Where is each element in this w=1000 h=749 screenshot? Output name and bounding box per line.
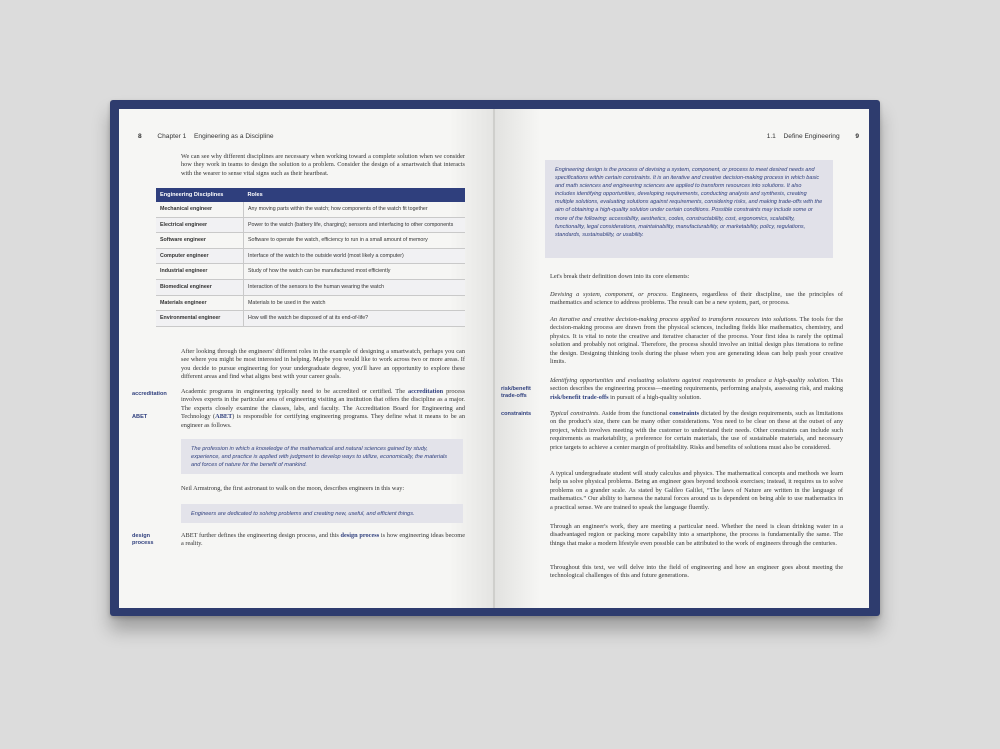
margin-term-risk-benefit: risk/benefit trade-offs <box>501 386 531 399</box>
table-cell-discipline: Software engineer <box>156 233 244 249</box>
table-cell-role: Power to the watch (battery life, charging); sensors and interfacing to other components <box>244 217 466 233</box>
design-process-paragraph <box>181 532 465 549</box>
chapter-label: Chapter 1 <box>157 133 187 140</box>
table-cell-role: Software to operate the watch, efficiency to run in a small amount of memory <box>244 233 466 249</box>
table-row <box>156 233 465 249</box>
armstrong-intro: Neil Armstrong, the first astronaut to walk on the moon, describes engineers in this way: <box>181 485 405 492</box>
text-run: ABET further defines the engineering design process, and this <box>181 532 341 539</box>
intro-paragraph: We can see why different disciplines are necessary when working toward a complete solution when we consider how they work in teams to design the solution to a problem. Consider the design of a smartwatch that interacts with the wearer to sense vital signs such as their heartbeat. <box>181 153 465 177</box>
table-header-row <box>156 188 465 202</box>
keyword-risk-benefit: risk/benefit trade-offs <box>550 393 609 401</box>
section-number: 1.1 <box>766 133 776 140</box>
text-run: dictated by the design requirements, such as limitations on the product's size, there can be many other considerations. You need to be clear on these at the outset of any project, which involves meeting with the customer to understand their needs. Other constraints can include such requirements as marketability, a preference for certain materials, the use of sustainable materials, and necessary price targets to achieve a center margin of profitability. Risks and benefits of solutions must also be considered. <box>550 410 843 451</box>
table-header-disciplines: Engineering Disciplines <box>156 188 244 202</box>
table-cell-discipline: Materials engineer <box>156 295 244 311</box>
lead-typical: Typical constraints. <box>550 410 600 417</box>
margin-term-abet: ABET <box>132 414 148 420</box>
table-cell-role: Study of how the watch can be manufactured most efficiently <box>244 264 466 280</box>
table-cell-role: Materials to be used in the watch <box>244 295 466 311</box>
lead-iterative: An iterative and creative decision-making process applied to transform resources into solutions. <box>550 316 798 323</box>
table-cell-discipline: Industrial engineer <box>156 264 244 280</box>
table-row <box>156 217 465 233</box>
left-page <box>119 109 494 608</box>
text-run: process involves experts in the particular area of engineering visiting an institution that offers the discipline as a major. The experts closely examine the classes, labs, and faculty. The Accreditation Board for Engineering and Technology ( <box>181 388 465 421</box>
table-row <box>156 279 465 295</box>
text-run: Academic programs in engineering typically need to be accredited or certified. The <box>181 388 408 395</box>
table-row <box>156 248 465 264</box>
table-row <box>156 202 465 217</box>
lead-devising: Devising a system, component, or process. <box>550 291 668 298</box>
keyword-design-process: design process <box>340 532 380 539</box>
text-run: This section describes the engineering process—meeting requirements, performing analysis, assessing risk, and making <box>550 377 843 393</box>
calculus-paragraph: A typical undergraduate student will study calculus and physics. The mathematical concepts and methods we learn help us solve physical problems. Being an engineer goes beyond textbook exercises; instead, it requires us to solve problems on a grander scale. As stated by Galileo Galilei, “The laws of Nature are written in the language of mathematics.” Our ability to harness the natural forces around us is dependent on being able to use mathematics in a practical sense. We are trained to speak the language fluently. <box>550 470 843 511</box>
text-run: ) is responsible for certifying engineering programs. They define what it means to be an engineer as follows. <box>181 413 465 429</box>
lead-identifying: Identifying opportunities and evaluating solutions against requirements to produce a high-quality solution. <box>550 377 830 384</box>
text-run: Aside from the functional <box>599 410 670 417</box>
margin-term-constraints: constraints <box>501 411 532 417</box>
section-title: Define Engineering <box>783 133 840 140</box>
roles-paragraph: After looking through the engineers' different roles in the example of designing a smartwatch, perhaps you can see where you might be most interested in helping. Maybe you would like to work across two or more areas. If you decide to pursue engineering for your undergraduate degree, you'll have an opportunity to explore these different areas and find what aligns best with your career goals. <box>181 348 465 381</box>
left-running-head <box>138 133 274 140</box>
text-run: The tools for the decision-making process are drawn from the physical sciences, including fields like mathematics, chemistry, and physics. It is vital to note the creative and iterative character of the process. Your first idea is rarely the optimal solution and probably not original. Therefore, the process should involve an initial design plus iterations to refine the design. Designing thinking tools during the phase when you are generating ideas can help push your creative limits. <box>550 316 843 366</box>
keyword-abet: ABET <box>215 413 233 421</box>
right-running-head <box>767 133 859 140</box>
table-cell-role: Any moving parts within the watch; how components of the watch fit together <box>244 202 466 217</box>
iterative-paragraph <box>550 316 843 366</box>
disciplines-table <box>156 188 465 327</box>
keyword-constraints: constraints <box>669 410 700 417</box>
table-cell-discipline: Computer engineer <box>156 248 244 264</box>
text-run: in pursuit of a high-quality solution. <box>608 393 702 401</box>
margin-term-design-process: design process <box>132 533 154 546</box>
table-cell-role: Interface of the watch to the outside world (most likely a computer) <box>244 248 466 264</box>
table-cell-discipline: Electrical engineer <box>156 217 244 233</box>
breakdown-intro: Let's break their definition down into its core elements: <box>550 273 690 280</box>
table-cell-discipline: Biomedical engineer <box>156 279 244 295</box>
table-cell-discipline: Environmental engineer <box>156 311 244 327</box>
left-page-number: 8 <box>138 133 142 140</box>
table-cell-discipline: Mechanical engineer <box>156 202 244 217</box>
closing-paragraph: Throughout this text, we will delve into the field of engineering and how an engineer goes about meeting the technological challenges of this and future generations. <box>550 564 843 580</box>
table-cell-role: Interaction of the sensors to the human wearing the watch <box>244 279 466 295</box>
margin-term-accreditation: accreditation <box>132 391 167 397</box>
right-page-number: 9 <box>855 133 859 140</box>
table-header-roles: Roles <box>244 188 466 202</box>
chapter-title: Engineering as a Discipline <box>194 133 274 140</box>
engineer-work-paragraph: Through an engineer's work, they are meeting a particular need. Whether the need is clean drinking water in a disadvantaged region or packing more capability into a smartphone, the process is fundamentally the same. The things that make a modern lifestyle even possible can be attributed to the work of engineers through the centuries. <box>550 523 843 547</box>
engineering-design-definition: Engineering design is the process of devising a system, component, or process to meet desired needs and specifications within certain constraints. It is an iterative and creative decision-making process in which basic and math sciences and engineering sciences are applied to transform resources into solutions. It also includes identifying opportunities, developing requirements, conducting analysis and synthesis, creating multiple solutions, evaluating solutions against requirements, considering risks, and making trade-offs with the aim of obtaining a high-quality solution under certain conditions. Possible constraints may include some or more of the following: accessibility, aesthetics, codes, constructability, cost, ergonomics, scalability, functionality, legal considerations, maintainability, manufacturability, or marketability, policy, regulations, standards, sustainability, or usability. <box>545 160 833 258</box>
accreditation-paragraph <box>181 388 465 430</box>
table-row <box>156 264 465 280</box>
armstrong-quote: Engineers are dedicated to solving problems and creating new, useful, and efficient things. <box>181 504 463 523</box>
right-page <box>495 109 869 608</box>
table-row <box>156 311 465 327</box>
text-run: Engineers, regardless of their discipline, use the principles of mathematics and science to address problems. The result can be a new system, part, or process. <box>550 291 843 307</box>
abet-definition-quote: The profession in which a knowledge of the mathematical and natural sciences gained by study, experience, and practice is applied with judgment to develop ways to utilize, economically, the materials and forces of nature for the benefit of mankind. <box>181 439 463 474</box>
typical-constraints-paragraph <box>550 410 843 452</box>
keyword-accreditation: accreditation <box>407 388 444 395</box>
devising-paragraph <box>550 291 843 308</box>
table-row <box>156 295 465 311</box>
table-cell-role: How will the watch be disposed of at its end-of-life? <box>244 311 466 327</box>
text-run: is how engineering ideas become a reality. <box>181 532 465 548</box>
identifying-paragraph <box>550 377 843 402</box>
